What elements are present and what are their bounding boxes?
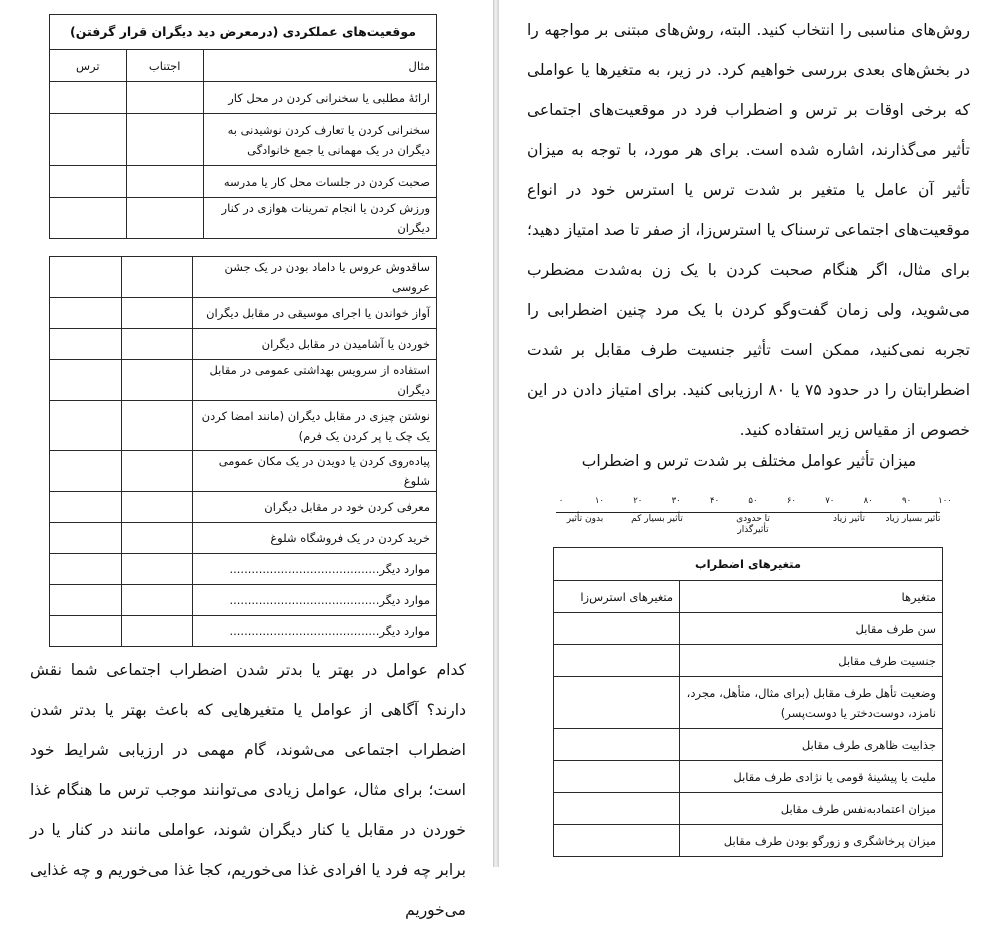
- fear-cell[interactable]: [50, 82, 127, 114]
- scale-number: ۱۰: [594, 496, 604, 506]
- table-row: وضعیت تأهل طرف مقابل (برای مثال، متأهل، مجرد، نامزد، دوست‌دختر یا دوست‌پسر): [680, 677, 943, 729]
- scale-number: ۰: [558, 496, 564, 506]
- table-row: ساقدوش عروس یا داماد بودن در یک جشن عروسی: [193, 257, 437, 298]
- left-page: [0, 0, 493, 919]
- table-row: خوردن یا آشامیدن در مقابل دیگران: [193, 329, 437, 360]
- table-row: پیاده‌روی کردن یا دویدن در یک مکان عمومی شلوغ: [193, 451, 437, 492]
- rating-cell[interactable]: [554, 761, 680, 793]
- table-row-other: موارد دیگر.........................................: [193, 554, 437, 585]
- fear-cell[interactable]: [50, 114, 127, 166]
- scale-number: ۲۰: [633, 496, 643, 506]
- avoidance-cell[interactable]: [121, 360, 193, 401]
- fear-cell[interactable]: [50, 401, 122, 451]
- scale-number: ۵۰: [748, 496, 758, 506]
- header-fear: ترس: [50, 50, 127, 82]
- scale-anchors: [553, 514, 945, 544]
- table-row: صحبت کردن در جلسات محل کار یا مدرسه: [203, 166, 436, 198]
- scale-number: ۸۰: [863, 496, 873, 506]
- table-row: ورزش کردن یا انجام تمرینات هوازی در کنار دیگران: [203, 198, 436, 239]
- fear-cell[interactable]: [50, 451, 122, 492]
- rating-cell[interactable]: [554, 825, 680, 857]
- rating-cell[interactable]: [554, 729, 680, 761]
- table-row: استفاده از سرویس بهداشتی عمومی در مقابل دیگران: [193, 360, 437, 401]
- fear-cell[interactable]: [50, 166, 127, 198]
- scale-anchor-label: تا حدودی تأثیرگذار: [736, 514, 770, 535]
- avoidance-cell[interactable]: [121, 451, 193, 492]
- rating-cell[interactable]: [554, 645, 680, 677]
- fear-cell[interactable]: [50, 585, 122, 616]
- fear-cell[interactable]: [50, 198, 127, 239]
- fear-cell[interactable]: [50, 523, 122, 554]
- table-title: متغیرهای اضطراب: [554, 548, 943, 581]
- fear-cell[interactable]: [50, 298, 122, 329]
- table-title: موقعیت‌های عملکردی (درمعرض دید دیگران قرار گرفتن): [50, 15, 437, 50]
- avoidance-cell[interactable]: [121, 298, 193, 329]
- fear-cell[interactable]: [50, 616, 122, 647]
- right-page-paragraph: روش‌های مناسبی را انتخاب کنید. البته، روش‌های مبتنی بر مواجهه را در بخش‌های بعدی بررسی خواهیم کرد. در زیر، به متغیرها یا عواملی که برخی اوقات بر ترس و اضطراب فرد در موقعیت‌های اجتماعی تأثیر می‌گذارند، اشاره شده است. برای هر مورد، با توجه به میزان تأثیر آن عامل یا متغیر بر شدت ترس یا استرس خود در انواع موقعیت‌های اجتماعی ترسناک یا استرس‌زا، از صفر تا صد امتیاز دهید؛ برای مثال، اگر هنگام صحبت کردن با یک زن به‌شدت مضطرب می‌شوید، ولی زمان گفت‌وگو کردن با یک مرد چنین اضطرابی را تجربه نمی‌کنید، ممکن است تأثیر جنسیت طرف مقابل بر شدت اضطرابتان را در حدود ۷۵ یا ۸۰ ارزیابی کنید. برای امتیاز دادن در این خصوص از مقیاس زیر استفاده کنید.: [527, 21, 971, 439]
- table-row: ارائهٔ مطلبی یا سخنرانی کردن در محل کار: [203, 82, 436, 114]
- scale-number: ۱۰۰: [938, 496, 952, 506]
- rating-cell[interactable]: [554, 793, 680, 825]
- avoidance-cell[interactable]: [121, 257, 193, 298]
- scale-number: ۹۰: [902, 496, 912, 506]
- scale-anchor-label: تأثیر زیاد: [833, 514, 865, 524]
- scale-anchor-label: تأثیر بسیار زیاد: [885, 514, 941, 524]
- rating-cell[interactable]: [554, 613, 680, 645]
- table-row: معرفی کردن خود در مقابل دیگران: [193, 492, 437, 523]
- avoidance-cell[interactable]: [126, 114, 203, 166]
- header-variables: متغیرها: [680, 581, 943, 613]
- scale-number: ۳۰: [671, 496, 681, 506]
- table-row: نوشتن چیزی در مقابل دیگران (مانند امضا کردن یک چک یا پر کردن یک فرم): [193, 401, 437, 451]
- avoidance-cell[interactable]: [121, 492, 193, 523]
- left-page-paragraph: کدام عوامل در بهتر یا بدتر شدن اضطراب اجتماعی شما نقش دارند؟ آگاهی از عوامل یا متغیرهایی که باعث بهتر یا بدتر شدن اضطراب اجتماعی می‌شوند، گام مهمی در ارزیابی شرایط خود است؛ برای مثال، عوامل زیادی می‌توانند موجب ترس ما هنگام غذا خوردن در مقابل یا کنار دیگران شوند، عواملی مانند در کنار یا در برابر چه فرد یا افرادی غذا می‌خوریم، کجا غذا می‌خوریم و چه غذایی می‌خوریم: [30, 661, 466, 919]
- table-row: سخنرانی کردن یا تعارف کردن نوشیدنی به دیگران در یک مهمانی یا جمع خانوادگی: [203, 114, 436, 166]
- performance-situations-table: [49, 14, 437, 239]
- scale-title: میزان تأثیر عوامل مختلف بر شدت ترس و اضطراب: [581, 452, 917, 470]
- avoidance-cell[interactable]: [126, 166, 203, 198]
- header-example: مثال: [203, 50, 436, 82]
- fear-cell[interactable]: [50, 360, 122, 401]
- scale-anchor-label: تأثیر بسیار کم: [631, 514, 683, 524]
- table-row: میزان اعتماد‌به‌نفس طرف مقابل: [680, 793, 943, 825]
- fear-cell[interactable]: [50, 554, 122, 585]
- scale-number: ۶۰: [786, 496, 796, 506]
- table-row-other: موارد دیگر.........................................: [193, 585, 437, 616]
- table-row: ملیت یا پیشینهٔ قومی یا نژادی طرف مقابل: [680, 761, 943, 793]
- scale-number: ۷۰: [825, 496, 835, 506]
- table-row-other: موارد دیگر.........................................: [193, 616, 437, 647]
- avoidance-cell[interactable]: [121, 329, 193, 360]
- table-row: سن طرف مقابل: [680, 613, 943, 645]
- avoidance-cell[interactable]: [121, 554, 193, 585]
- scale-number: ۴۰: [710, 496, 720, 506]
- rating-cell[interactable]: [554, 677, 680, 729]
- avoidance-cell[interactable]: [121, 616, 193, 647]
- anxiety-variables-table: [553, 547, 943, 857]
- table-row: خرید کردن در یک فروشگاه شلوغ: [193, 523, 437, 554]
- scale-line: [556, 512, 940, 513]
- performance-situations-table-continued: [49, 256, 437, 647]
- header-stressful-variables: متغیرهای استرس‌زا: [554, 581, 680, 613]
- avoidance-cell[interactable]: [126, 198, 203, 239]
- fear-cell[interactable]: [50, 329, 122, 360]
- fear-cell[interactable]: [50, 257, 122, 298]
- table-row: جذابیت ظاهری طرف مقابل: [680, 729, 943, 761]
- avoidance-cell[interactable]: [121, 401, 193, 451]
- scale-numbers: [553, 496, 952, 510]
- table-row: آواز خواندن یا اجرای موسیقی در مقابل دیگران: [193, 298, 437, 329]
- scale-anchor-label: بدون تأثیر: [566, 514, 604, 524]
- avoidance-cell[interactable]: [126, 82, 203, 114]
- header-avoidance: اجتناب: [126, 50, 203, 82]
- table-row: میزان پرخاشگری و زورگو بودن طرف مقابل: [680, 825, 943, 857]
- avoidance-cell[interactable]: [121, 585, 193, 616]
- table-row: جنسیت طرف مقابل: [680, 645, 943, 677]
- avoidance-cell[interactable]: [121, 523, 193, 554]
- fear-cell[interactable]: [50, 492, 122, 523]
